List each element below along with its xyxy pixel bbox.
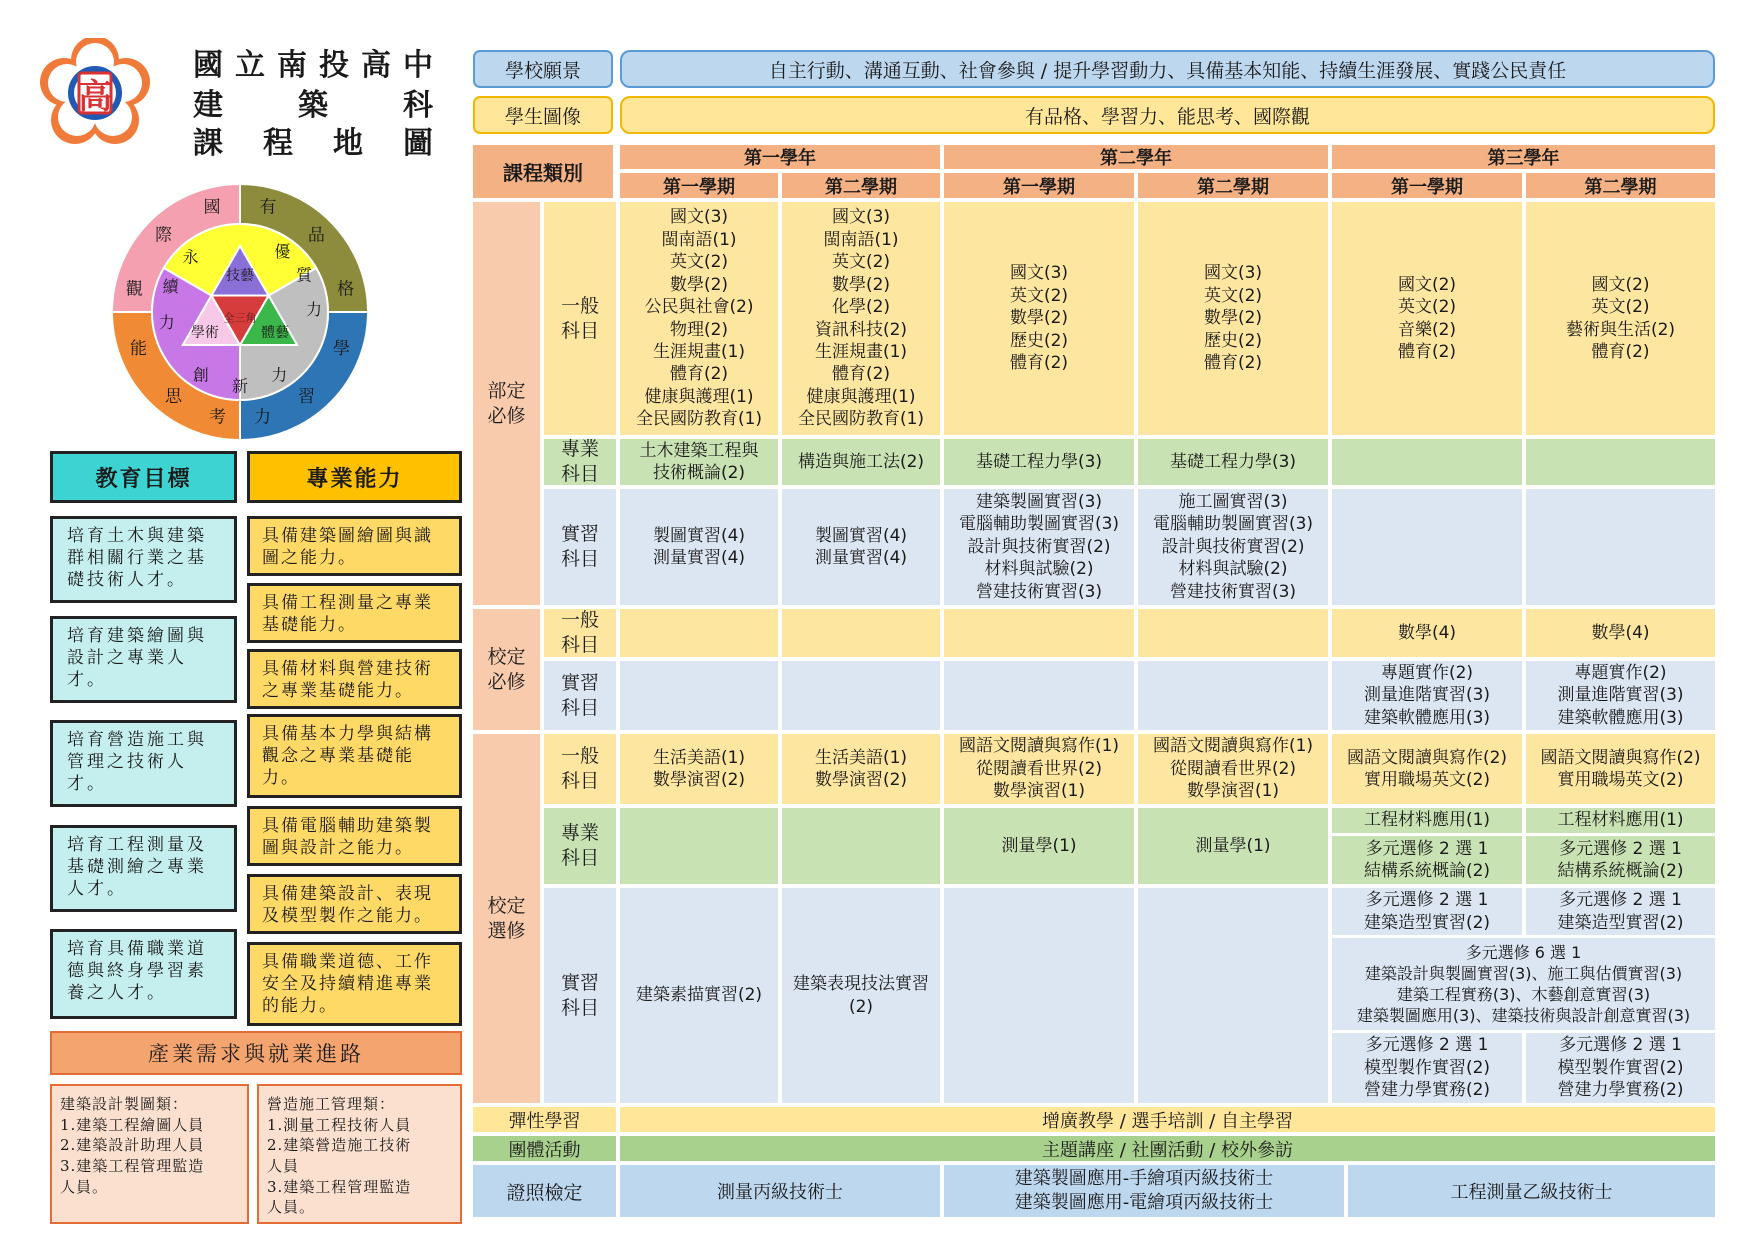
career-construction: 營造施工管理類： 1.測量工程技術人員 2.建築營造施工技術 人員 3.建築工程管理監造 人員。 xyxy=(257,1084,462,1224)
course-cell: 建築製圖實習(3) 電腦輔助製圖實習(3) 設計與技術實習(2) 材料與試驗(2) 營建技術實習(3) xyxy=(944,489,1134,605)
sub-professional: 專業 科目 xyxy=(544,439,616,485)
sub-general: 一般 科目 xyxy=(544,734,616,804)
student-image-text: 有品格、學習力、能思考、國際觀 xyxy=(620,96,1715,134)
course-cell: 數學(4) xyxy=(1526,609,1715,657)
semester-header: 第二學期 xyxy=(782,173,940,198)
course-cell xyxy=(620,808,778,884)
goal-item: 培育工程測量及基礎測繪之專業人才。 xyxy=(50,825,237,912)
logo-character: 高 xyxy=(78,76,112,117)
group-school-elective: 校定 選修 xyxy=(473,734,540,1103)
sub-professional: 專業 科目 xyxy=(544,808,616,884)
wheel-middle-char: 力 xyxy=(271,365,288,385)
wheel-outer-char: 思 xyxy=(165,387,183,408)
title-char: 圖 xyxy=(403,126,433,161)
course-cell xyxy=(782,661,940,730)
course-cell: 構造與施工法(2) xyxy=(782,439,940,485)
course-cell: 國文(3) 英文(2) 數學(2) 歷史(2) 體育(2) xyxy=(944,202,1134,435)
course-cell: 生活美語(1) 數學演習(2) xyxy=(620,734,778,804)
wheel-outer-char: 有 xyxy=(259,197,277,218)
sub-general: 一般 科目 xyxy=(544,609,616,657)
course-cell: 國語文閱讀與寫作(1) 從閱讀看世界(2) 數學演習(1) xyxy=(944,734,1134,804)
title-char: 築 xyxy=(298,88,328,123)
course-cell xyxy=(1138,661,1328,730)
title-line-1 xyxy=(193,40,433,84)
group-school-required: 校定 必修 xyxy=(473,609,540,730)
goal-item: 培育土木與建築群相關行業之基礎技術人才。 xyxy=(50,516,237,603)
sub-practice: 實習 科目 xyxy=(544,888,616,1103)
course-cell xyxy=(1138,888,1328,1103)
flexible-learning-label: 彈性學習 xyxy=(473,1107,616,1132)
course-cell: 施工圖實習(3) 電腦輔助製圖實習(3) 設計與技術實習(2) 材料與試驗(2) 營建技術實習(3) xyxy=(1138,489,1328,605)
group-dept-required: 部定 必修 xyxy=(473,202,540,605)
course-cell: 國文(3) 英文(2) 數學(2) 歷史(2) 體育(2) xyxy=(1138,202,1328,435)
certification-item: 工程測量乙級技術士 xyxy=(1348,1165,1715,1217)
school-vision-text: 自主行動、溝通互動、社會參與 / 提升學習動力、具備基本知能、持續生涯發展、實踐公民責任 xyxy=(620,50,1715,88)
course-cell: 國文(3) 閩南語(1) 英文(2) 數學(2) 化學(2) 資訊科技(2) 生涯規畫(1) 體育(2) 健康與護理(1) 全民國防教育(1) xyxy=(782,202,940,435)
ability-item: 具備職業道德、工作安全及持續精進專業的能力。 xyxy=(247,942,462,1026)
goals-header: 教育目標 xyxy=(50,451,237,503)
title-char: 建 xyxy=(193,88,223,123)
course-cell xyxy=(1526,439,1715,485)
course-cell: 專題實作(2) 測量進階實習(3) 建築軟體應用(3) xyxy=(1332,661,1522,730)
wheel-outer-char: 際 xyxy=(155,225,173,246)
course-cell: 多元選修 2 選 1 結構系統概論(2) xyxy=(1526,836,1715,884)
wheel-outer-char: 格 xyxy=(337,279,355,300)
course-cell: 工程材料應用(1) xyxy=(1526,808,1715,833)
course-cell: 國語文閱讀與寫作(2) 實用職場英文(2) xyxy=(1526,734,1715,804)
course-cell xyxy=(782,609,940,657)
course-cell: 國文(2) 英文(2) 藝術與生活(2) 體育(2) xyxy=(1526,202,1715,435)
title-char: 程 xyxy=(263,126,293,161)
course-cell: 製圖實習(4) 測量實習(4) xyxy=(782,489,940,605)
school-vision-label: 學校願景 xyxy=(473,50,613,88)
title-char: 南 xyxy=(277,48,307,83)
wheel-middle-char: 力 xyxy=(158,312,175,332)
wheel-middle-char: 創 xyxy=(192,365,209,385)
wheel-inner-skill: 技藝 xyxy=(226,268,254,284)
course-cell: 測量學(1) xyxy=(944,808,1134,884)
category-header: 課程類別 xyxy=(473,145,613,198)
course-cell: 建築素描實習(2) xyxy=(620,888,778,1103)
wheel-outer-char: 能 xyxy=(130,338,148,359)
wheel-outer-char: 習 xyxy=(297,387,315,408)
course-cell xyxy=(620,661,778,730)
title-char: 投 xyxy=(319,48,349,83)
certification-label: 證照檢定 xyxy=(473,1165,616,1217)
wheel-outer-char: 力 xyxy=(253,407,271,428)
course-cell xyxy=(944,609,1134,657)
course-cell: 基礎工程力學(3) xyxy=(1138,439,1328,485)
career-design: 建築設計製圖類： 1.建築工程繪圖人員 2.建築設計助理人員 3.建築工程管理監造 人員。 xyxy=(50,1084,249,1224)
title-char: 高 xyxy=(361,48,391,83)
course-cell: 多元選修 6 選 1 建築設計與製圖實習(3)、施工與估價實習(3) 建築工程實務(3)、木藝創意實習(3) 建築製圖應用(3)、建築技術與設計創意實習(3) xyxy=(1332,938,1715,1030)
goal-item: 培育營造施工與管理之技術人才。 xyxy=(50,720,237,807)
wheel-outer-char: 觀 xyxy=(125,279,143,300)
group-activity-label: 團體活動 xyxy=(473,1136,616,1161)
course-cell: 國文(2) 英文(2) 音樂(2) 體育(2) xyxy=(1332,202,1522,435)
course-cell: 建築表現技法實習(2) xyxy=(782,888,940,1103)
semester-header: 第一學期 xyxy=(1332,173,1522,198)
title-char: 課 xyxy=(193,126,223,161)
title-char: 科 xyxy=(403,88,433,123)
semester-header: 第二學期 xyxy=(1526,173,1715,198)
course-cell: 製圖實習(4) 測量實習(4) xyxy=(620,489,778,605)
course-cell: 多元選修 2 選 1 模型製作實習(2) 營建力學實務(2) xyxy=(1526,1033,1715,1103)
title-char: 立 xyxy=(235,48,265,83)
course-cell: 數學(4) xyxy=(1332,609,1522,657)
course-cell xyxy=(1138,609,1328,657)
wheel-outer-char: 國 xyxy=(203,197,221,218)
course-cell: 多元選修 2 選 1 建築造型實習(2) xyxy=(1332,888,1522,935)
wheel-outer-char: 考 xyxy=(209,407,227,428)
semester-header: 第一學期 xyxy=(944,173,1134,198)
title-char: 地 xyxy=(333,126,363,161)
ability-item: 具備電腦輔助建築製圖與設計之能力。 xyxy=(247,806,462,866)
course-cell: 工程材料應用(1) xyxy=(1332,808,1522,833)
semester-header: 第二學期 xyxy=(1138,173,1328,198)
year-header: 第二學年 xyxy=(944,145,1328,169)
sub-practice: 實習 科目 xyxy=(544,489,616,605)
course-cell: 生活美語(1) 數學演習(2) xyxy=(782,734,940,804)
group-activity-value: 主題講座 / 社團活動 / 校外參訪 xyxy=(620,1136,1715,1161)
wheel-middle-char: 力 xyxy=(305,299,322,319)
wheel-middle-char: 優 xyxy=(274,241,291,261)
certification-item: 測量丙級技術士 xyxy=(620,1165,940,1217)
ability-item: 具備基本力學與結構觀念之專業基礎能力。 xyxy=(247,714,462,798)
school-logo xyxy=(40,38,150,148)
flexible-learning-value: 增廣教學 / 選手培訓 / 自主學習 xyxy=(620,1107,1715,1132)
course-cell xyxy=(782,808,940,884)
course-cell: 多元選修 2 選 1 模型製作實習(2) 營建力學實務(2) xyxy=(1332,1033,1522,1103)
course-cell: 基礎工程力學(3) xyxy=(944,439,1134,485)
ability-item: 具備材料與營建技術之專業基礎能力。 xyxy=(247,649,462,709)
title-char: 國 xyxy=(193,48,223,83)
certification-item: 建築製圖應用-手繪項丙級技術士 建築製圖應用-電繪項丙級技術士 xyxy=(944,1165,1344,1217)
course-cell xyxy=(1332,439,1522,485)
wheel-inner-core: 全三角 xyxy=(223,311,257,325)
course-cell: 專題實作(2) 測量進階實習(3) 建築軟體應用(3) xyxy=(1526,661,1715,730)
sub-practice: 實習 科目 xyxy=(544,661,616,730)
wheel-middle-char: 永 xyxy=(182,247,199,267)
sub-general: 一般 科目 xyxy=(544,202,616,435)
student-image-wheel xyxy=(100,177,380,447)
title-line-3 xyxy=(193,118,433,162)
student-image-wheel-diagram xyxy=(100,177,380,447)
abilities-header: 專業能力 xyxy=(247,451,462,503)
course-cell: 國語文閱讀與寫作(1) 從閱讀看世界(2) 數學演習(1) xyxy=(1138,734,1328,804)
course-cell xyxy=(944,661,1134,730)
course-cell: 土木建築工程與 技術概論(2) xyxy=(620,439,778,485)
course-cell: 多元選修 2 選 1 建築造型實習(2) xyxy=(1526,888,1715,935)
year-header: 第三學年 xyxy=(1332,145,1715,169)
goal-item: 培育建築繪圖與設計之專業人才。 xyxy=(50,616,237,703)
ability-item: 具備建築圖繪圖與識圖之能力。 xyxy=(247,516,462,576)
course-cell: 國文(3) 閩南語(1) 英文(2) 數學(2) 公民與社會(2) 物理(2) 生涯規畫(1) 體育(2) 健康與護理(1) 全民國防教育(1) xyxy=(620,202,778,435)
year-header: 第一學年 xyxy=(620,145,940,169)
wheel-inner-academic: 學術 xyxy=(190,325,219,341)
ability-item: 具備工程測量之專業基礎能力。 xyxy=(247,583,462,643)
wheel-outer-char: 學 xyxy=(332,338,350,359)
course-cell: 多元選修 2 選 1 結構系統概論(2) xyxy=(1332,836,1522,884)
course-cell xyxy=(1526,489,1715,605)
semester-header: 第一學期 xyxy=(620,173,778,198)
wheel-inner-sports: 體藝 xyxy=(261,325,290,341)
course-cell xyxy=(620,609,778,657)
course-cell: 國語文閱讀與寫作(2) 實用職場英文(2) xyxy=(1332,734,1522,804)
ability-item: 具備建築設計、表現及模型製作之能力。 xyxy=(247,874,462,934)
wheel-outer-char: 品 xyxy=(307,225,325,246)
wheel-middle-char: 續 xyxy=(162,277,179,297)
student-image-label: 學生圖像 xyxy=(473,96,613,134)
goal-item: 培育具備職業道德與終身學習素養之人才。 xyxy=(50,929,237,1019)
course-cell: 測量學(1) xyxy=(1138,808,1328,884)
course-cell xyxy=(1332,489,1522,605)
career-header: 產業需求與就業進路 xyxy=(50,1031,462,1075)
course-cell xyxy=(944,888,1134,1103)
wheel-middle-char: 質 xyxy=(296,265,313,285)
title-char: 中 xyxy=(403,48,433,83)
wheel-middle-char: 新 xyxy=(231,376,249,396)
